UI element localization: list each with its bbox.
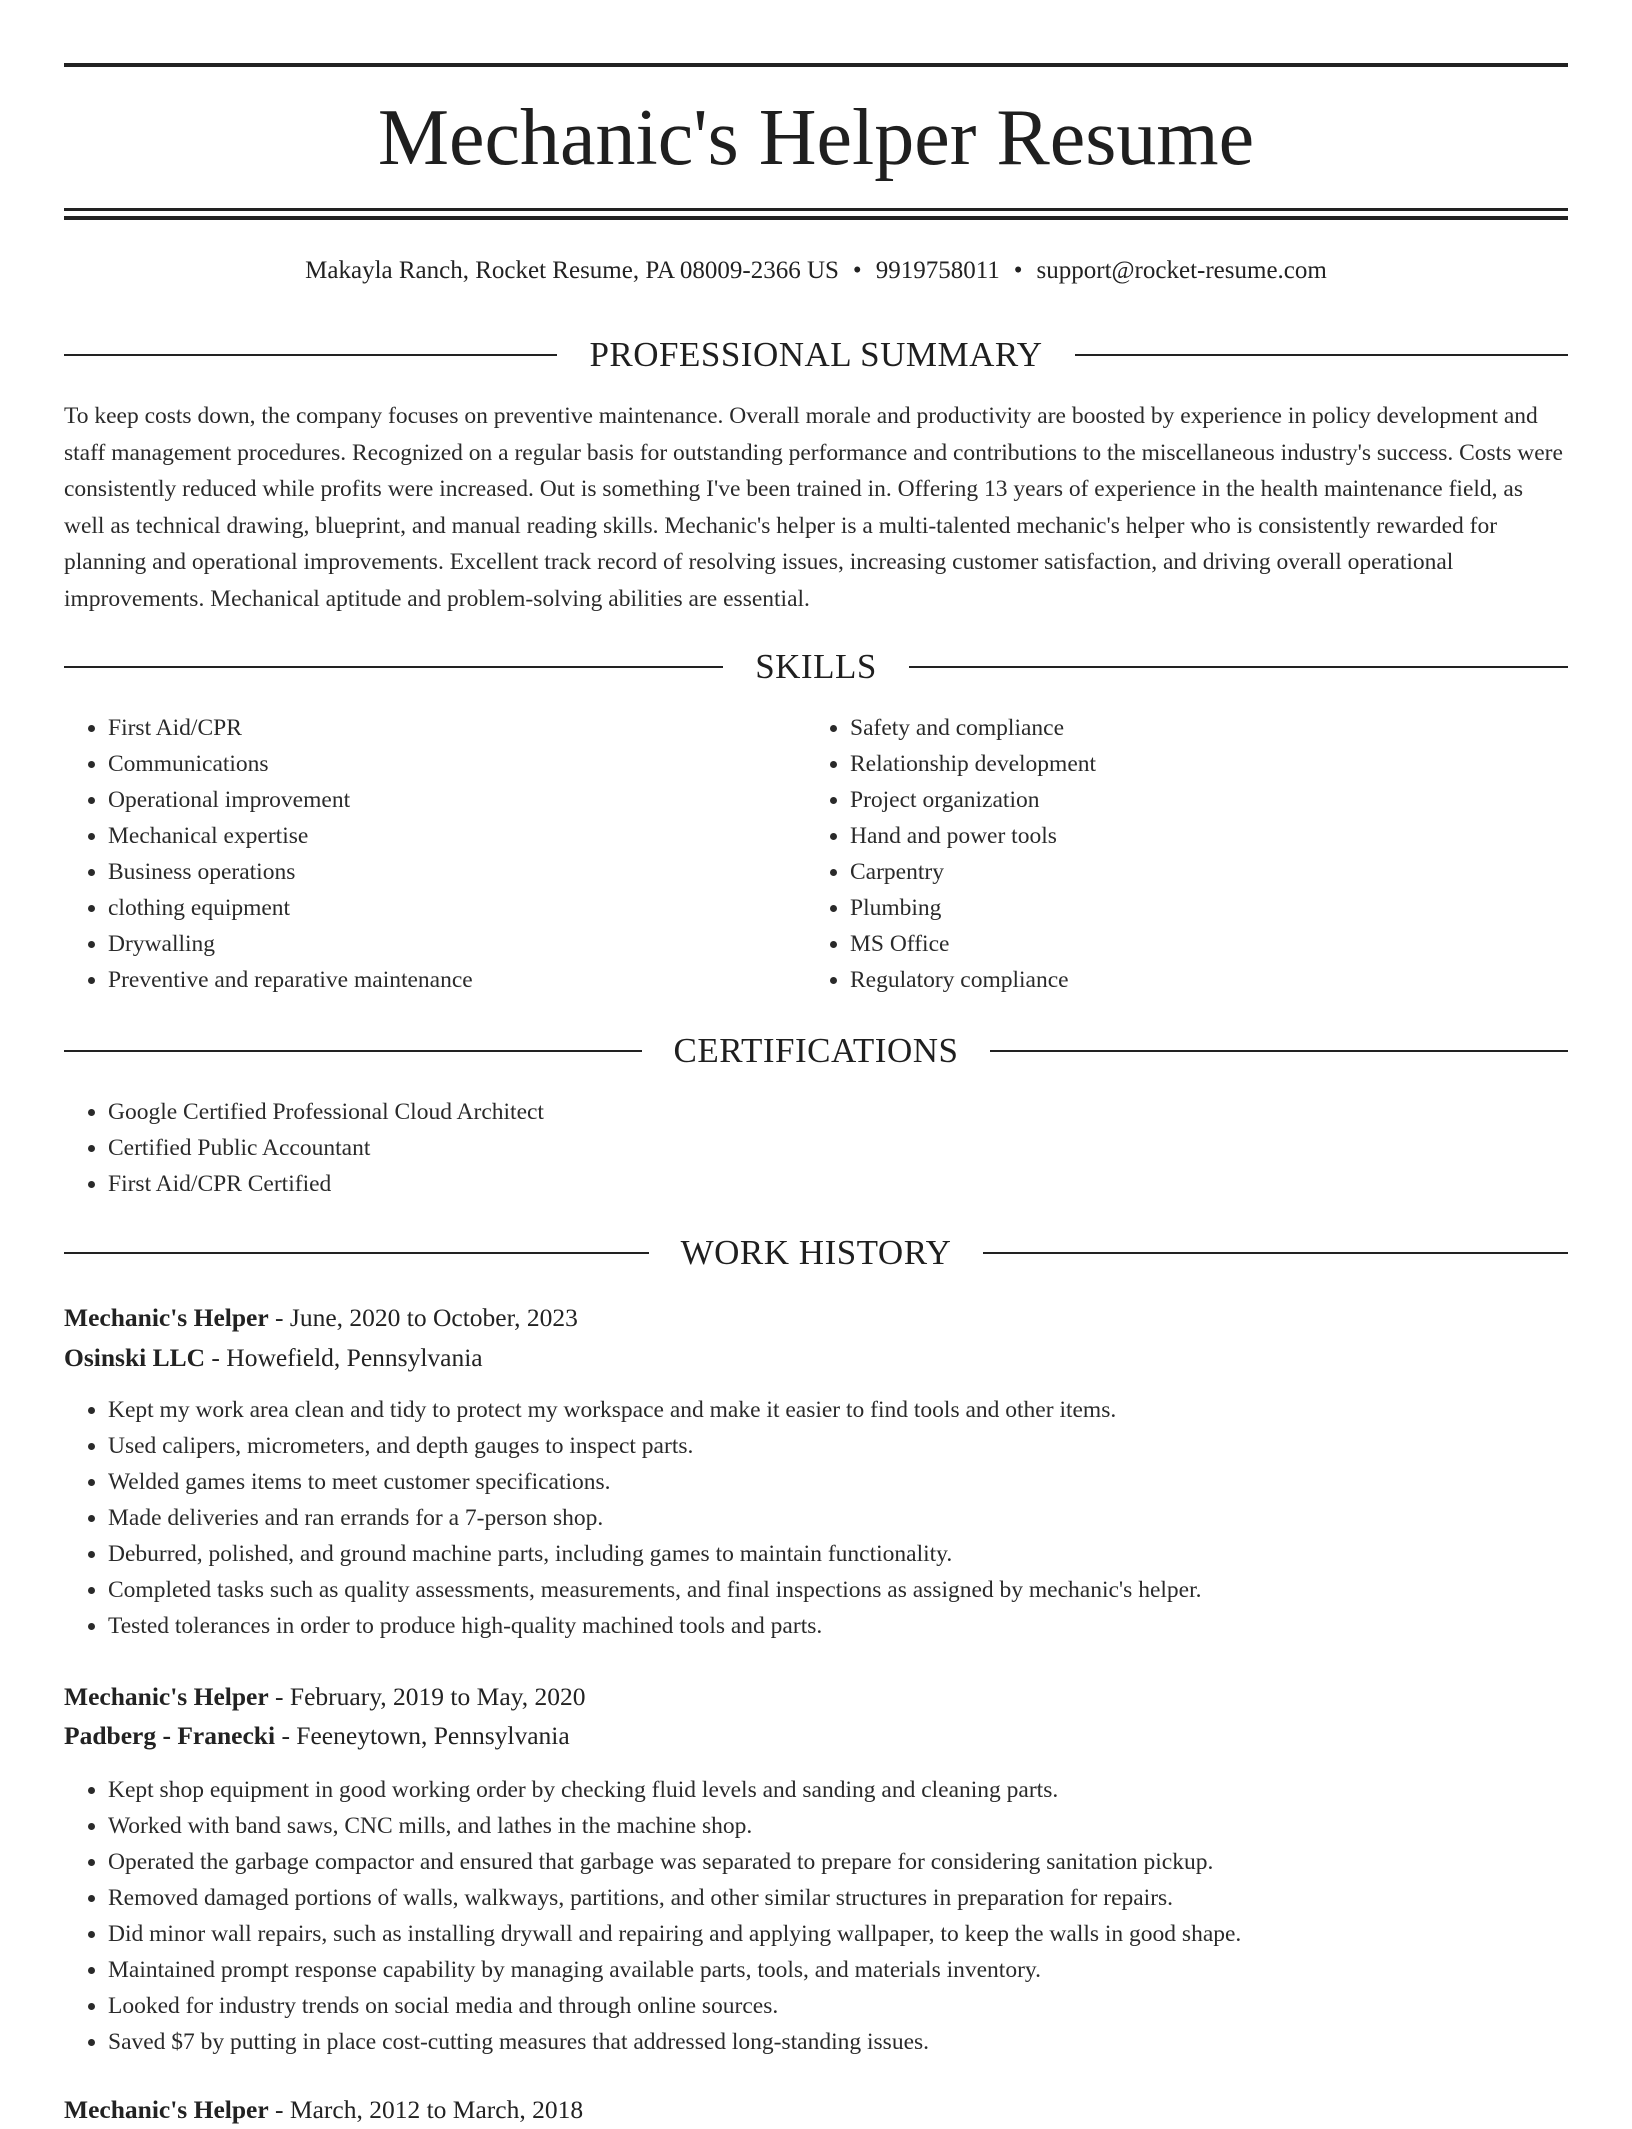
job-duty: • Deburred, polished, and ground machine parts, including games to maintain functionality.: [108, 1536, 1568, 1572]
skill-item: • Safety and compliance: [850, 710, 1546, 746]
contact-line: [64, 254, 1568, 288]
job-duty: • Operated the garbage compactor and ensured that garbage was separated to prepare for considering sanitation pickup.: [108, 1844, 1568, 1880]
job-duty: • Kept shop equipment in good working order by checking fluid levels and sanding and cleaning parts.: [108, 1772, 1568, 1808]
heading-rule: [64, 666, 723, 668]
job-duties-list: [64, 1772, 1568, 2060]
job-dates: - June, 2020 to October, 2023: [268, 1303, 578, 1332]
skill-item: • Mechanical expertise: [108, 818, 804, 854]
skill-item: • Communications: [108, 746, 804, 782]
job-duty: • Saved $7 by putting in place cost-cutting measures that addressed long-standing issues.: [108, 2024, 1568, 2060]
certifications-list: [64, 1094, 1568, 1202]
skill-item: • Regulatory compliance: [850, 962, 1546, 998]
skill-item: • Business operations: [108, 854, 804, 890]
job-duty: • Maintained prompt response capability by managing available parts, tools, and materials inventory.: [108, 1952, 1568, 1988]
skills-column-left: [64, 710, 804, 998]
job-title-line: [64, 1677, 1568, 1716]
job-title: Mechanic's Helper: [64, 1682, 269, 1711]
top-rule: [64, 63, 1568, 67]
contact-address: Makayla Ranch, Rocket Resume, PA 08009-2366 US: [305, 257, 839, 284]
heading-rule: [64, 1050, 642, 1052]
skill-item: • First Aid/CPR: [108, 710, 804, 746]
heading-rule: [64, 1252, 649, 1254]
contact-phone: 9919758011: [875, 257, 1000, 284]
skill-item: • Drywalling: [108, 926, 804, 962]
contact-separator: •: [1013, 257, 1023, 284]
heading-rule: [990, 1050, 1568, 1052]
job-location: - Feeneytown, Pennsylvania: [275, 1721, 570, 1750]
skill-item: • Relationship development: [850, 746, 1546, 782]
job-company-line: [64, 1716, 1568, 1755]
summary-text: To keep costs down, the company focuses on preventive maintenance. Overall morale and productivity are boosted by experience in policy development and staff management procedures. Recognized on a regular basis for outstanding performance and contributions to the miscellaneous industry's success. Costs were consistently reduced while profits were increased. Out is something I've been trained in. Offering 13 years of experience in the health maintenance field, as well as technical drawing, blueprint, and manual reading skills. Mechanic's helper is a multi-talented mechanic's helper who is consistently rewarded for planning and operational improvements. Excellent track record of resolving issues, increasing customer satisfaction, and driving overall operational improvements. Mechanical aptitude and problem-solving abilities are essential.: [64, 403, 1563, 612]
work-history-heading: [64, 1233, 1568, 1273]
job-duties: [64, 1392, 1568, 1644]
skill-item: • Hand and power tools: [850, 818, 1546, 854]
certification-item: • First Aid/CPR Certified: [108, 1166, 1568, 1202]
summary-heading-label: PROFESSIONAL SUMMARY: [589, 335, 1043, 374]
job-location: - Howefield, Pennsylvania: [205, 1343, 483, 1372]
job-duties-list: [64, 1392, 1568, 1644]
resume-title: Mechanic's Helper Resume: [377, 94, 1255, 182]
certification-item: • Google Certified Professional Cloud Architect: [108, 1094, 1568, 1130]
job-duty: • Did minor wall repairs, such as installing drywall and repairing and applying wallpaper, to keep the walls in good shape.: [108, 1916, 1568, 1952]
job-duty: • Worked with band saws, CNC mills, and lathes in the machine shop.: [108, 1808, 1568, 1844]
skill-item: • Project organization: [850, 782, 1546, 818]
work-history-heading-label: WORK HISTORY: [680, 1233, 952, 1272]
job-company: Osinski LLC: [64, 1343, 206, 1372]
skill-item: • Plumbing: [850, 890, 1546, 926]
certifications-heading-label: CERTIFICATIONS: [673, 1031, 959, 1070]
job-duty: • Made deliveries and ran errands for a 7-person shop.: [108, 1500, 1568, 1536]
job-duty: • Kept my work area clean and tidy to protect my workspace and make it easier to find tools and other items.: [108, 1392, 1568, 1428]
certifications-heading: [64, 1031, 1568, 1071]
heading-rule: [1075, 354, 1568, 356]
certifications-block: [64, 1094, 1568, 1202]
skills-heading-label: SKILLS: [755, 647, 877, 686]
job-title-line: [64, 1298, 1568, 1337]
skills-heading: [64, 647, 1568, 687]
job-duty: • Looked for industry trends on social media and through online sources.: [108, 1988, 1568, 2024]
job-dates: - February, 2019 to May, 2020: [268, 1682, 586, 1711]
heading-rule: [64, 354, 557, 356]
job-title-line: [64, 2090, 1568, 2129]
skills-column-right: [806, 710, 1546, 998]
heading-rule: [909, 666, 1568, 668]
job-duty: • Used calipers, micrometers, and depth gauges to inspect parts.: [108, 1428, 1568, 1464]
contact-separator: •: [852, 257, 862, 284]
certification-item: • Certified Public Accountant: [108, 1130, 1568, 1166]
job-title: Mechanic's Helper: [64, 2095, 269, 2124]
skill-item: • clothing equipment: [108, 890, 804, 926]
job-dates: - March, 2012 to March, 2018: [268, 2095, 584, 2124]
job-company-line: [64, 1338, 1568, 1377]
skills-list-left: [64, 710, 804, 998]
contact-email: support@rocket-resume.com: [1036, 257, 1327, 284]
skill-item: • Preventive and reparative maintenance: [108, 962, 804, 998]
heading-rule: [983, 1252, 1568, 1254]
title-rule-lower: [64, 216, 1568, 220]
skill-item: • Carpentry: [850, 854, 1546, 890]
job-duty: • Tested tolerances in order to produce high-quality machined tools and parts.: [108, 1608, 1568, 1644]
job-duty: • Completed tasks such as quality assessments, measurements, and final inspections as assigned by mechanic's helper.: [108, 1572, 1568, 1608]
skill-item: • MS Office: [850, 926, 1546, 962]
job-company: Padberg - Franecki: [64, 1721, 276, 1750]
skill-item: • Operational improvement: [108, 782, 804, 818]
job-title: Mechanic's Helper: [64, 1303, 269, 1332]
job-duties: [64, 1772, 1568, 2060]
skills-list-right: [806, 710, 1546, 998]
summary-heading: [64, 335, 1568, 375]
title-rule-upper: [64, 208, 1568, 211]
job-duty: • Welded games items to meet customer specifications.: [108, 1464, 1568, 1500]
job-duty: • Removed damaged portions of walls, walkways, partitions, and other similar structures in preparation for repairs.: [108, 1880, 1568, 1916]
